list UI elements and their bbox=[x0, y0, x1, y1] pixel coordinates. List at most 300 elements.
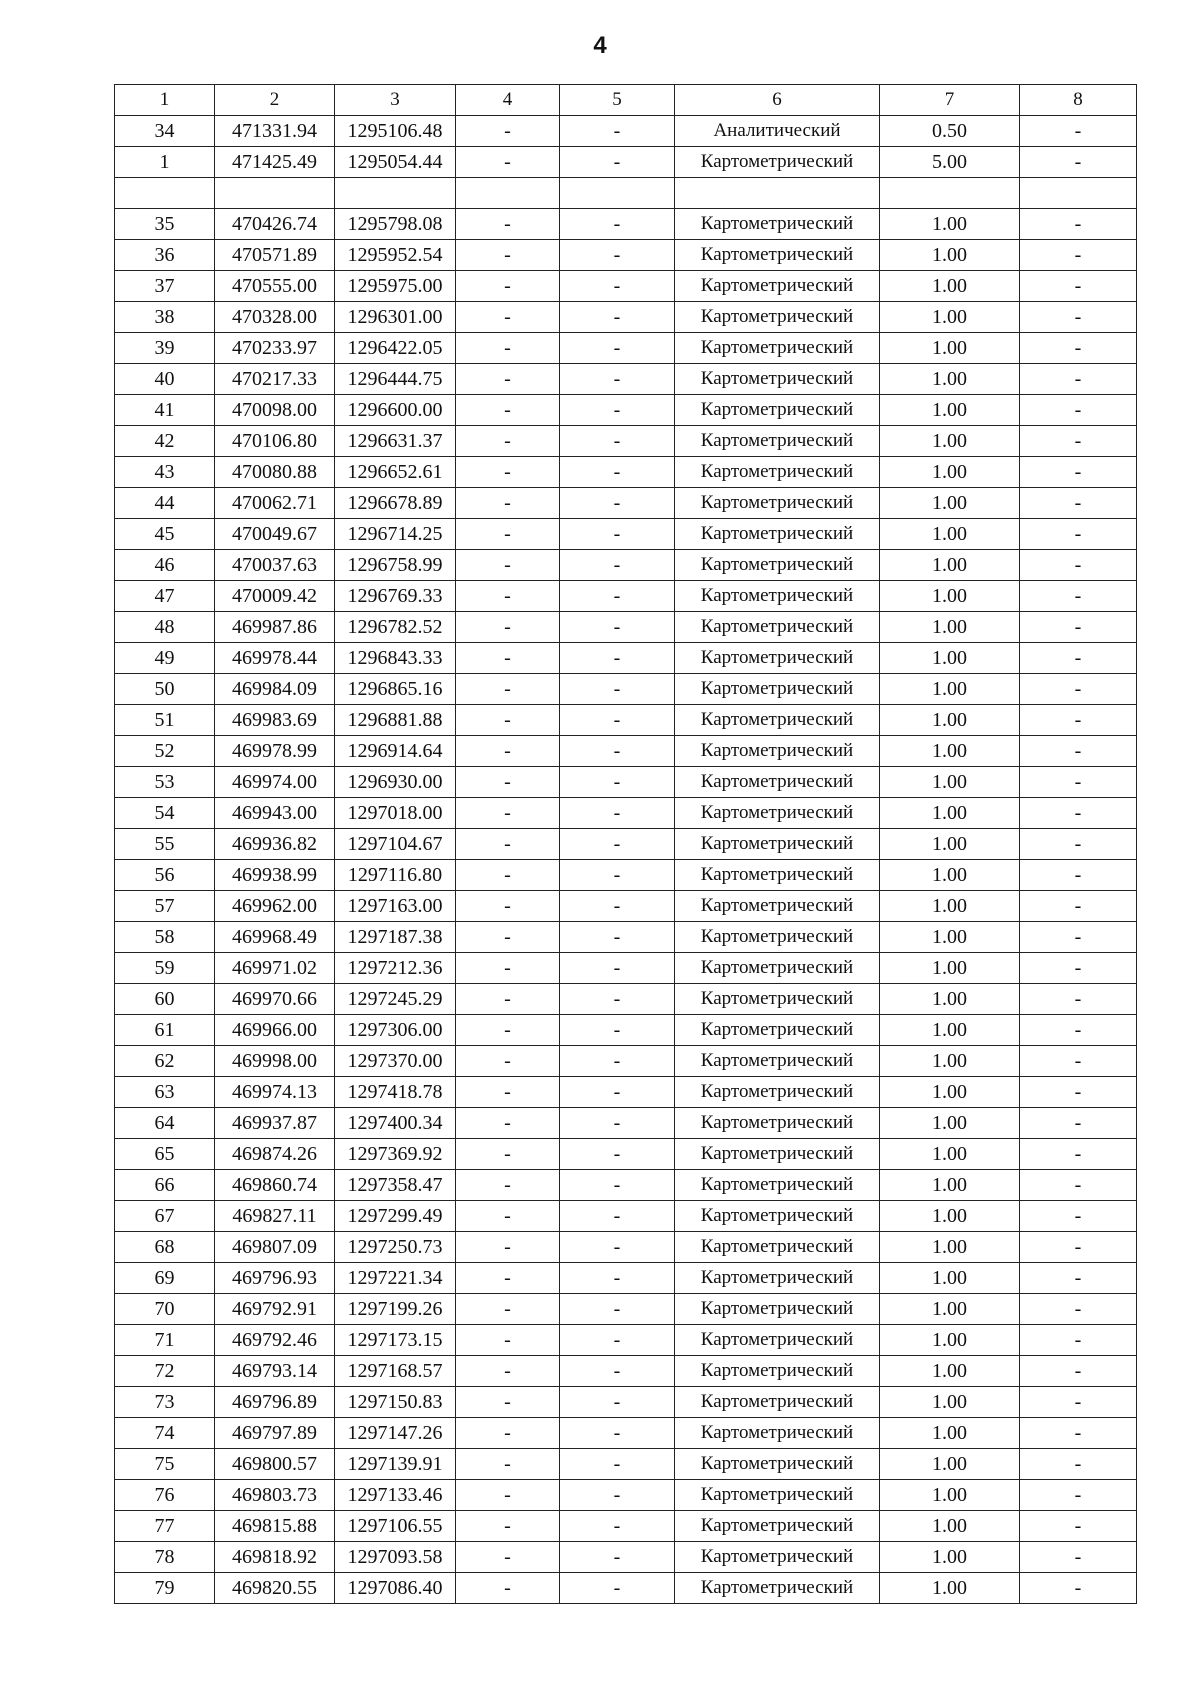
cell-method: Картометрический bbox=[675, 209, 880, 240]
cell-col-8: - bbox=[1020, 1108, 1137, 1139]
cell-point-number: 78 bbox=[115, 1542, 215, 1573]
cell-accuracy: 1.00 bbox=[880, 1573, 1020, 1604]
cell-point-number: 40 bbox=[115, 364, 215, 395]
cell-col-4: - bbox=[456, 922, 560, 953]
cell-col-8: - bbox=[1020, 1232, 1137, 1263]
cell-x-coordinate: 469818.92 bbox=[215, 1542, 335, 1573]
cell-x-coordinate: 469962.00 bbox=[215, 891, 335, 922]
cell-x-coordinate: 469971.02 bbox=[215, 953, 335, 984]
cell-col-4: - bbox=[456, 1573, 560, 1604]
cell-x-coordinate: 469974.13 bbox=[215, 1077, 335, 1108]
cell-method: Картометрический bbox=[675, 922, 880, 953]
cell-col-4: - bbox=[456, 1263, 560, 1294]
cell-col-8: - bbox=[1020, 1046, 1137, 1077]
cell-col-5: - bbox=[560, 643, 675, 674]
table-row bbox=[115, 1046, 1137, 1077]
cell-col-5: - bbox=[560, 705, 675, 736]
table-row bbox=[115, 984, 1137, 1015]
cell-accuracy: 1.00 bbox=[880, 519, 1020, 550]
cell-col-5 bbox=[560, 178, 675, 209]
cell-method: Картометрический bbox=[675, 1511, 880, 1542]
cell-col-8: - bbox=[1020, 147, 1137, 178]
cell-accuracy: 1.00 bbox=[880, 953, 1020, 984]
table-row bbox=[115, 1294, 1137, 1325]
table-row bbox=[115, 922, 1137, 953]
table-row bbox=[115, 736, 1137, 767]
cell-method: Картометрический bbox=[675, 395, 880, 426]
cell-accuracy: 1.00 bbox=[880, 1139, 1020, 1170]
cell-method: Картометрический bbox=[675, 798, 880, 829]
table-row bbox=[115, 643, 1137, 674]
cell-accuracy: 1.00 bbox=[880, 643, 1020, 674]
cell-point-number: 1 bbox=[115, 147, 215, 178]
cell-col-8: - bbox=[1020, 860, 1137, 891]
cell-col-4: - bbox=[456, 1449, 560, 1480]
table-row bbox=[115, 674, 1137, 705]
table-row bbox=[115, 612, 1137, 643]
cell-y-coordinate: 1297168.57 bbox=[335, 1356, 456, 1387]
cell-method: Картометрический bbox=[675, 1449, 880, 1480]
cell-point-number: 67 bbox=[115, 1201, 215, 1232]
cell-col-4: - bbox=[456, 736, 560, 767]
cell-method: Картометрический bbox=[675, 1170, 880, 1201]
cell-x-coordinate: 470080.88 bbox=[215, 457, 335, 488]
cell-col-4: - bbox=[456, 1542, 560, 1573]
cell-y-coordinate: 1295054.44 bbox=[335, 147, 456, 178]
cell-col-8: - bbox=[1020, 457, 1137, 488]
cell-y-coordinate: 1297370.00 bbox=[335, 1046, 456, 1077]
cell-accuracy: 1.00 bbox=[880, 984, 1020, 1015]
cell-col-4: - bbox=[456, 116, 560, 147]
cell-col-5: - bbox=[560, 1356, 675, 1387]
cell-method: Картометрический bbox=[675, 767, 880, 798]
table-row bbox=[115, 1170, 1137, 1201]
cell-col-8: - bbox=[1020, 1139, 1137, 1170]
cell-y-coordinate: 1297093.58 bbox=[335, 1542, 456, 1573]
cell-col-4: - bbox=[456, 1511, 560, 1542]
cell-point-number: 62 bbox=[115, 1046, 215, 1077]
cell-point-number: 76 bbox=[115, 1480, 215, 1511]
cell-y-coordinate: 1295975.00 bbox=[335, 271, 456, 302]
cell-method: Картометрический bbox=[675, 1046, 880, 1077]
cell-method: Картометрический bbox=[675, 1387, 880, 1418]
cell-col-8: - bbox=[1020, 209, 1137, 240]
cell-y-coordinate: 1296714.25 bbox=[335, 519, 456, 550]
cell-col-4: - bbox=[456, 581, 560, 612]
cell-y-coordinate: 1297250.73 bbox=[335, 1232, 456, 1263]
cell-col-8: - bbox=[1020, 829, 1137, 860]
cell-x-coordinate: 470571.89 bbox=[215, 240, 335, 271]
cell-x-coordinate: 469796.89 bbox=[215, 1387, 335, 1418]
table-row bbox=[115, 364, 1137, 395]
table-row bbox=[115, 1201, 1137, 1232]
cell-col-8: - bbox=[1020, 488, 1137, 519]
table-row bbox=[115, 519, 1137, 550]
cell-point-number: 77 bbox=[115, 1511, 215, 1542]
cell-x-coordinate: 470037.63 bbox=[215, 550, 335, 581]
cell-col-4: - bbox=[456, 1108, 560, 1139]
table-row bbox=[115, 581, 1137, 612]
cell-col-8: - bbox=[1020, 1573, 1137, 1604]
cell-method: Картометрический bbox=[675, 953, 880, 984]
table-row bbox=[115, 953, 1137, 984]
cell-col-5: - bbox=[560, 612, 675, 643]
cell-y-coordinate: 1297018.00 bbox=[335, 798, 456, 829]
cell-accuracy: 1.00 bbox=[880, 209, 1020, 240]
cell-accuracy: 0.50 bbox=[880, 116, 1020, 147]
cell-accuracy: 1.00 bbox=[880, 1046, 1020, 1077]
table-row bbox=[115, 457, 1137, 488]
cell-y-coordinate: 1297358.47 bbox=[335, 1170, 456, 1201]
cell-col-4: - bbox=[456, 1356, 560, 1387]
cell-col-5: - bbox=[560, 240, 675, 271]
cell-method: Картометрический bbox=[675, 488, 880, 519]
cell-point-number: 53 bbox=[115, 767, 215, 798]
cell-point-number: 60 bbox=[115, 984, 215, 1015]
cell-y-coordinate: 1296600.00 bbox=[335, 395, 456, 426]
cell-accuracy: 1.00 bbox=[880, 1542, 1020, 1573]
cell-col-4: - bbox=[456, 271, 560, 302]
cell-col-8: - bbox=[1020, 922, 1137, 953]
table-row bbox=[115, 550, 1137, 581]
cell-method: Картометрический bbox=[675, 1139, 880, 1170]
table-row bbox=[115, 1387, 1137, 1418]
cell-y-coordinate: 1296782.52 bbox=[335, 612, 456, 643]
cell-x-coordinate: 469936.82 bbox=[215, 829, 335, 860]
cell-col-5: - bbox=[560, 457, 675, 488]
table-row bbox=[115, 209, 1137, 240]
cell-col-5: - bbox=[560, 860, 675, 891]
cell-col-8: - bbox=[1020, 891, 1137, 922]
cell-col-8: - bbox=[1020, 333, 1137, 364]
cell-col-4: - bbox=[456, 395, 560, 426]
cell-accuracy: 1.00 bbox=[880, 1015, 1020, 1046]
table-row bbox=[115, 488, 1137, 519]
table-row bbox=[115, 1232, 1137, 1263]
cell-accuracy: 1.00 bbox=[880, 922, 1020, 953]
cell-col-8: - bbox=[1020, 426, 1137, 457]
cell-y-coordinate: 1297299.49 bbox=[335, 1201, 456, 1232]
cell-col-8: - bbox=[1020, 1294, 1137, 1325]
cell-col-5: - bbox=[560, 1325, 675, 1356]
cell-y-coordinate: 1296881.88 bbox=[335, 705, 456, 736]
cell-method: Картометрический bbox=[675, 364, 880, 395]
table-row bbox=[115, 1015, 1137, 1046]
cell-method: Картометрический bbox=[675, 1263, 880, 1294]
cell-accuracy: 1.00 bbox=[880, 488, 1020, 519]
column-header-6: 6 bbox=[675, 85, 880, 116]
cell-y-coordinate: 1296652.61 bbox=[335, 457, 456, 488]
cell-col-8: - bbox=[1020, 674, 1137, 705]
column-header-4: 4 bbox=[456, 85, 560, 116]
table-row bbox=[115, 1263, 1137, 1294]
cell-x-coordinate: 469998.00 bbox=[215, 1046, 335, 1077]
cell-method: Картометрический bbox=[675, 1542, 880, 1573]
cell-point-number: 58 bbox=[115, 922, 215, 953]
cell-col-5: - bbox=[560, 1232, 675, 1263]
cell-x-coordinate: 469860.74 bbox=[215, 1170, 335, 1201]
cell-accuracy: 1.00 bbox=[880, 333, 1020, 364]
cell-col-4: - bbox=[456, 1325, 560, 1356]
cell-method: Картометрический bbox=[675, 302, 880, 333]
table-row bbox=[115, 891, 1137, 922]
cell-point-number: 57 bbox=[115, 891, 215, 922]
cell-point-number: 73 bbox=[115, 1387, 215, 1418]
table-row bbox=[115, 147, 1137, 178]
cell-method: Картометрический bbox=[675, 860, 880, 891]
cell-accuracy: 1.00 bbox=[880, 1511, 1020, 1542]
cell-col-5: - bbox=[560, 1077, 675, 1108]
table-row bbox=[115, 1139, 1137, 1170]
cell-col-8: - bbox=[1020, 364, 1137, 395]
cell-col-4: - bbox=[456, 550, 560, 581]
cell-col-4: - bbox=[456, 953, 560, 984]
cell-y-coordinate: 1297306.00 bbox=[335, 1015, 456, 1046]
cell-x-coordinate: 470106.80 bbox=[215, 426, 335, 457]
cell-col-4: - bbox=[456, 1201, 560, 1232]
cell-col-5: - bbox=[560, 364, 675, 395]
cell-x-coordinate: 469803.73 bbox=[215, 1480, 335, 1511]
cell-x-coordinate: 469968.49 bbox=[215, 922, 335, 953]
cell-x-coordinate: 469987.86 bbox=[215, 612, 335, 643]
cell-col-5: - bbox=[560, 302, 675, 333]
cell-accuracy: 1.00 bbox=[880, 1356, 1020, 1387]
cell-accuracy: 1.00 bbox=[880, 1108, 1020, 1139]
cell-point-number: 46 bbox=[115, 550, 215, 581]
cell-col-8: - bbox=[1020, 953, 1137, 984]
cell-accuracy: 1.00 bbox=[880, 395, 1020, 426]
table-row bbox=[115, 1325, 1137, 1356]
cell-col-8: - bbox=[1020, 581, 1137, 612]
cell-point-number: 36 bbox=[115, 240, 215, 271]
column-header-3: 3 bbox=[335, 85, 456, 116]
cell-col-4 bbox=[456, 178, 560, 209]
cell-method: Картометрический bbox=[675, 1077, 880, 1108]
cell-point-number: 68 bbox=[115, 1232, 215, 1263]
cell-point-number: 71 bbox=[115, 1325, 215, 1356]
cell-y-coordinate: 1296631.37 bbox=[335, 426, 456, 457]
cell-point-number: 54 bbox=[115, 798, 215, 829]
cell-x-coordinate: 469937.87 bbox=[215, 1108, 335, 1139]
cell-point-number: 47 bbox=[115, 581, 215, 612]
cell-x-coordinate: 469827.11 bbox=[215, 1201, 335, 1232]
cell-col-8: - bbox=[1020, 1077, 1137, 1108]
cell-y-coordinate: 1297139.91 bbox=[335, 1449, 456, 1480]
cell-method: Картометрический bbox=[675, 1418, 880, 1449]
cell-col-8: - bbox=[1020, 798, 1137, 829]
cell-point-number: 74 bbox=[115, 1418, 215, 1449]
cell-method: Картометрический bbox=[675, 1015, 880, 1046]
cell-col-4: - bbox=[456, 1387, 560, 1418]
cell-accuracy: 1.00 bbox=[880, 240, 1020, 271]
cell-accuracy: 1.00 bbox=[880, 550, 1020, 581]
cell-col-5: - bbox=[560, 519, 675, 550]
table-row bbox=[115, 829, 1137, 860]
cell-col-8: - bbox=[1020, 1480, 1137, 1511]
cell-method: Картометрический bbox=[675, 333, 880, 364]
cell-method: Картометрический bbox=[675, 705, 880, 736]
cell-col-4: - bbox=[456, 364, 560, 395]
cell-point-number: 51 bbox=[115, 705, 215, 736]
cell-col-5: - bbox=[560, 1139, 675, 1170]
table-row bbox=[115, 426, 1137, 457]
cell-col-8: - bbox=[1020, 116, 1137, 147]
cell-y-coordinate: 1297086.40 bbox=[335, 1573, 456, 1604]
cell-col-5: - bbox=[560, 674, 675, 705]
cell-method: Картометрический bbox=[675, 1201, 880, 1232]
table-row bbox=[115, 1480, 1137, 1511]
cell-col-5: - bbox=[560, 395, 675, 426]
cell-y-coordinate: 1297106.55 bbox=[335, 1511, 456, 1542]
cell-col-5: - bbox=[560, 1387, 675, 1418]
cell-col-5: - bbox=[560, 581, 675, 612]
table-row bbox=[115, 860, 1137, 891]
cell-method bbox=[675, 178, 880, 209]
cell-method: Картометрический bbox=[675, 674, 880, 705]
cell-y-coordinate: 1296930.00 bbox=[335, 767, 456, 798]
cell-method: Картометрический bbox=[675, 891, 880, 922]
cell-x-coordinate: 469943.00 bbox=[215, 798, 335, 829]
cell-col-4: - bbox=[456, 333, 560, 364]
cell-x-coordinate: 470426.74 bbox=[215, 209, 335, 240]
cell-col-4: - bbox=[456, 209, 560, 240]
column-header-2: 2 bbox=[215, 85, 335, 116]
cell-accuracy: 1.00 bbox=[880, 1418, 1020, 1449]
cell-point-number: 56 bbox=[115, 860, 215, 891]
cell-col-5: - bbox=[560, 1449, 675, 1480]
cell-col-5: - bbox=[560, 1294, 675, 1325]
cell-x-coordinate bbox=[215, 178, 335, 209]
cell-col-5: - bbox=[560, 922, 675, 953]
cell-col-8: - bbox=[1020, 643, 1137, 674]
table-row bbox=[115, 333, 1137, 364]
cell-method: Картометрический bbox=[675, 426, 880, 457]
cell-col-5: - bbox=[560, 1046, 675, 1077]
cell-x-coordinate: 469978.99 bbox=[215, 736, 335, 767]
cell-col-5: - bbox=[560, 1170, 675, 1201]
table-row bbox=[115, 178, 1137, 209]
cell-method: Картометрический bbox=[675, 1232, 880, 1263]
cell-point-number: 63 bbox=[115, 1077, 215, 1108]
cell-col-4: - bbox=[456, 891, 560, 922]
cell-point-number: 37 bbox=[115, 271, 215, 302]
cell-point-number: 39 bbox=[115, 333, 215, 364]
cell-x-coordinate: 469797.89 bbox=[215, 1418, 335, 1449]
cell-accuracy: 1.00 bbox=[880, 1201, 1020, 1232]
cell-col-8: - bbox=[1020, 1418, 1137, 1449]
cell-point-number: 38 bbox=[115, 302, 215, 333]
cell-x-coordinate: 469792.46 bbox=[215, 1325, 335, 1356]
cell-x-coordinate: 469938.99 bbox=[215, 860, 335, 891]
cell-method: Картометрический bbox=[675, 1356, 880, 1387]
cell-col-4: - bbox=[456, 519, 560, 550]
cell-x-coordinate: 469792.91 bbox=[215, 1294, 335, 1325]
cell-y-coordinate: 1297187.38 bbox=[335, 922, 456, 953]
table-row bbox=[115, 395, 1137, 426]
cell-col-4: - bbox=[456, 767, 560, 798]
cell-point-number: 79 bbox=[115, 1573, 215, 1604]
page-number: 4 bbox=[593, 32, 607, 59]
cell-col-8: - bbox=[1020, 1325, 1137, 1356]
cell-col-8: - bbox=[1020, 736, 1137, 767]
table-row bbox=[115, 1449, 1137, 1480]
cell-y-coordinate: 1295952.54 bbox=[335, 240, 456, 271]
cell-method: Картометрический bbox=[675, 612, 880, 643]
table-row bbox=[115, 798, 1137, 829]
cell-accuracy: 1.00 bbox=[880, 426, 1020, 457]
cell-y-coordinate: 1297221.34 bbox=[335, 1263, 456, 1294]
cell-accuracy: 1.00 bbox=[880, 674, 1020, 705]
cell-col-4: - bbox=[456, 674, 560, 705]
cell-x-coordinate: 469793.14 bbox=[215, 1356, 335, 1387]
cell-x-coordinate: 470049.67 bbox=[215, 519, 335, 550]
table-row bbox=[115, 271, 1137, 302]
cell-x-coordinate: 470328.00 bbox=[215, 302, 335, 333]
cell-y-coordinate: 1296678.89 bbox=[335, 488, 456, 519]
cell-col-5: - bbox=[560, 953, 675, 984]
cell-x-coordinate: 469815.88 bbox=[215, 1511, 335, 1542]
cell-point-number: 34 bbox=[115, 116, 215, 147]
table-row bbox=[115, 767, 1137, 798]
cell-col-5: - bbox=[560, 426, 675, 457]
cell-point-number: 43 bbox=[115, 457, 215, 488]
table-row bbox=[115, 1573, 1137, 1604]
cell-col-5: - bbox=[560, 271, 675, 302]
cell-x-coordinate: 470009.42 bbox=[215, 581, 335, 612]
cell-y-coordinate: 1296914.64 bbox=[335, 736, 456, 767]
cell-col-8: - bbox=[1020, 1387, 1137, 1418]
cell-col-5: - bbox=[560, 1573, 675, 1604]
coordinates-table bbox=[114, 84, 1137, 1604]
cell-y-coordinate: 1297212.36 bbox=[335, 953, 456, 984]
table-row bbox=[115, 1356, 1137, 1387]
table-row bbox=[115, 1108, 1137, 1139]
cell-x-coordinate: 469983.69 bbox=[215, 705, 335, 736]
cell-method: Картометрический bbox=[675, 457, 880, 488]
cell-x-coordinate: 469796.93 bbox=[215, 1263, 335, 1294]
cell-y-coordinate: 1297369.92 bbox=[335, 1139, 456, 1170]
cell-method: Картометрический bbox=[675, 1480, 880, 1511]
cell-point-number: 42 bbox=[115, 426, 215, 457]
cell-col-8: - bbox=[1020, 1356, 1137, 1387]
cell-point-number: 55 bbox=[115, 829, 215, 860]
cell-col-8: - bbox=[1020, 1201, 1137, 1232]
cell-col-5: - bbox=[560, 1108, 675, 1139]
cell-point-number: 61 bbox=[115, 1015, 215, 1046]
table-row bbox=[115, 1418, 1137, 1449]
cell-y-coordinate: 1297199.26 bbox=[335, 1294, 456, 1325]
cell-x-coordinate: 469984.09 bbox=[215, 674, 335, 705]
cell-method: Картометрический bbox=[675, 1294, 880, 1325]
cell-x-coordinate: 469978.44 bbox=[215, 643, 335, 674]
cell-col-8: - bbox=[1020, 1449, 1137, 1480]
cell-point-number: 41 bbox=[115, 395, 215, 426]
cell-y-coordinate: 1297245.29 bbox=[335, 984, 456, 1015]
cell-point-number: 59 bbox=[115, 953, 215, 984]
cell-method: Картометрический bbox=[675, 736, 880, 767]
cell-col-4: - bbox=[456, 1418, 560, 1449]
cell-col-4: - bbox=[456, 1294, 560, 1325]
cell-col-5: - bbox=[560, 147, 675, 178]
cell-x-coordinate: 470555.00 bbox=[215, 271, 335, 302]
cell-x-coordinate: 470098.00 bbox=[215, 395, 335, 426]
cell-y-coordinate: 1297147.26 bbox=[335, 1418, 456, 1449]
cell-col-4: - bbox=[456, 860, 560, 891]
cell-accuracy: 1.00 bbox=[880, 1077, 1020, 1108]
cell-col-5: - bbox=[560, 1015, 675, 1046]
column-header-8: 8 bbox=[1020, 85, 1137, 116]
cell-col-5: - bbox=[560, 488, 675, 519]
